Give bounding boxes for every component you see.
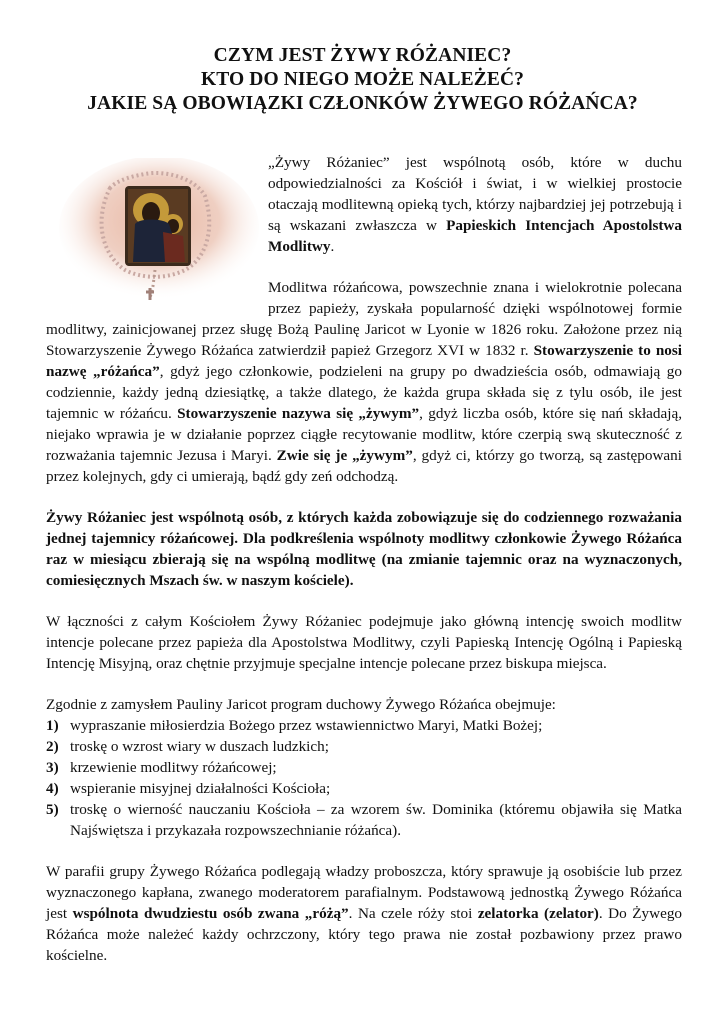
- list-text: troskę o wzrost wiary w duszach ludzkich;: [70, 738, 329, 755]
- title-line-1: CZYM JEST ŻYWY RÓŻANIEC?: [213, 45, 512, 66]
- list-number: 3): [46, 759, 59, 776]
- list-item: [46, 778, 682, 799]
- title-line-2: KTO DO NIEGO MOŻE NALEŻEĆ?: [201, 69, 524, 90]
- final-paragraph: [46, 861, 682, 966]
- history-text-4: , gdyż ci, którzy go tworzą, są zastępowani przez kolejnych, gdy ci umierają, bądź gdy zeń odchodzą.: [46, 447, 682, 485]
- history-bold-1: Stowarzyszenie to nosi nazwę „różańca”: [46, 342, 683, 380]
- program-list: [46, 715, 682, 841]
- final-text-1: W parafii grupy Żywego Różańca podlegają władzy proboszcza, który sprawuje ją osobiście lub przez wyznaczonego kapłana, zwanego moderatorem parafialnym. Podstawową jednostką Żywego Różańca jest: [46, 863, 682, 922]
- program-intro: Zgodnie z zamysłem Pauliny Jaricot program duchowy Żywego Różańca obejmuje:: [46, 696, 556, 713]
- bold-paragraph: [46, 507, 682, 591]
- title-line-3: JAKIE SĄ OBOWIĄZKI CZŁONKÓW ŻYWEGO RÓŻAŃCA?: [87, 93, 638, 114]
- list-number: 4): [46, 780, 59, 797]
- history-bold-2: Stowarzyszenie nazywa się „żywym”: [177, 405, 420, 422]
- final-bold-1: wspólnota dwudziestu osób zwana „różą”: [72, 905, 349, 922]
- history-paragraph: [46, 277, 682, 487]
- list-item: [46, 799, 682, 841]
- history-text-1: Modlitwa różańcowa, powszechnie znana i wielokrotnie polecana przez papieży, zyskała popularność dzięki wspólnotowej formie modlitwy, zainicjowanej przez sługę Bożą Paulinę Jaricot w Lyonie w 1826 roku. Założone przez nią Stowarzyszenie Żywego Różańca zatwierdził papież Grzegorz XVI w 1832 r.: [46, 279, 682, 359]
- spacer: [46, 487, 682, 507]
- intentions-paragraph: W łączności z całym Kościołem Żywy Różaniec podejmuje jako główną intencję swoich modlitw intencje polecane przez papieża dla Apostolstwa Modlitwy, czyli Papieską Intencję Ogólną i Papieską Intencję Misyjną, oraz chętnie przyjmuje specjalne intencje polecane przez biskupa miejsca.: [46, 613, 682, 672]
- list-number: 1): [46, 717, 59, 734]
- list-text: wspieranie misyjnej działalności Kościoła;: [70, 780, 331, 797]
- history-text-3: , gdyż liczba osób, które się nań składają, niejako wprawia je w działanie poprzez ciągłe recytowanie modlitw, które czerpią swą skuteczność z rozważania tajemnic Jezusa i Maryi.: [46, 405, 682, 464]
- spacer: [46, 841, 682, 861]
- history-text-2: , gdyż jego członkowie, podzieleni na grupy po dwadzieścia osób, odmawiają go codziennie, każdy jedną dziesiątkę, a także dlatego, że każda grupa składa się z tylu osób, ile jest tajemnic w różańcu.: [46, 363, 682, 422]
- list-number: 2): [46, 738, 59, 755]
- final-bold-2: zelatorka (zelator): [477, 905, 599, 922]
- list-item: [46, 736, 682, 757]
- bold-paragraph-text: Żywy Różaniec jest wspólnotą osób, z których każda zobowiązuje się do codziennego rozważania jednej tajemnicy różańcowej. Dla podkreślenia wspólnoty modlitwy członkowie Żywego Różańca raz w miesiącu zbierają się na wspólną modlitwę (na zmianie tajemnic oraz na wyznaczonych, comiesięcznych Mszach św. w naszym kościele).: [46, 509, 682, 589]
- image-spacer: [46, 152, 268, 302]
- list-text: troskę o wierność nauczaniu Kościoła – za wzorem św. Dominika (któremu objawiła się Matka Najświętsza i przykazała rozpowszechnianie różańca).: [70, 801, 682, 839]
- list-text: wypraszanie miłosierdzia Bożego przez wstawiennictwo Maryi, Matki Bożej;: [70, 717, 543, 734]
- page-title: [20, 44, 705, 116]
- list-item: [46, 715, 682, 736]
- list-item: [46, 757, 682, 778]
- history-bold-3: Zwie się je „żywym”: [276, 447, 413, 464]
- article-body: [46, 152, 682, 966]
- final-text-2: . Na czele róży stoi: [348, 905, 478, 922]
- spacer: [46, 591, 682, 611]
- intro-bold: Papieskich Intencjach Apostolstwa Modlitwy: [268, 217, 682, 255]
- spacer: [46, 674, 682, 694]
- final-text-3: . Do Żywego Różańca może należeć każdy ochrzczony, który tego prawa nie został pozbawiony przez prawo kościelne.: [46, 905, 683, 964]
- list-text: krzewienie modlitwy różańcowej;: [70, 759, 277, 776]
- list-number: 5): [46, 801, 59, 818]
- intro-text-1: „Żywy Różaniec” jest wspólnotą osób, które w duchu odpowiedzialności za Kościół i świat, i w wielkiej prostocie otaczają modlitewną opieką tych, którzy najbardziej jej potrzebują i są wskazani zwłaszcza w: [268, 154, 682, 234]
- intro-text-2: .: [330, 238, 335, 255]
